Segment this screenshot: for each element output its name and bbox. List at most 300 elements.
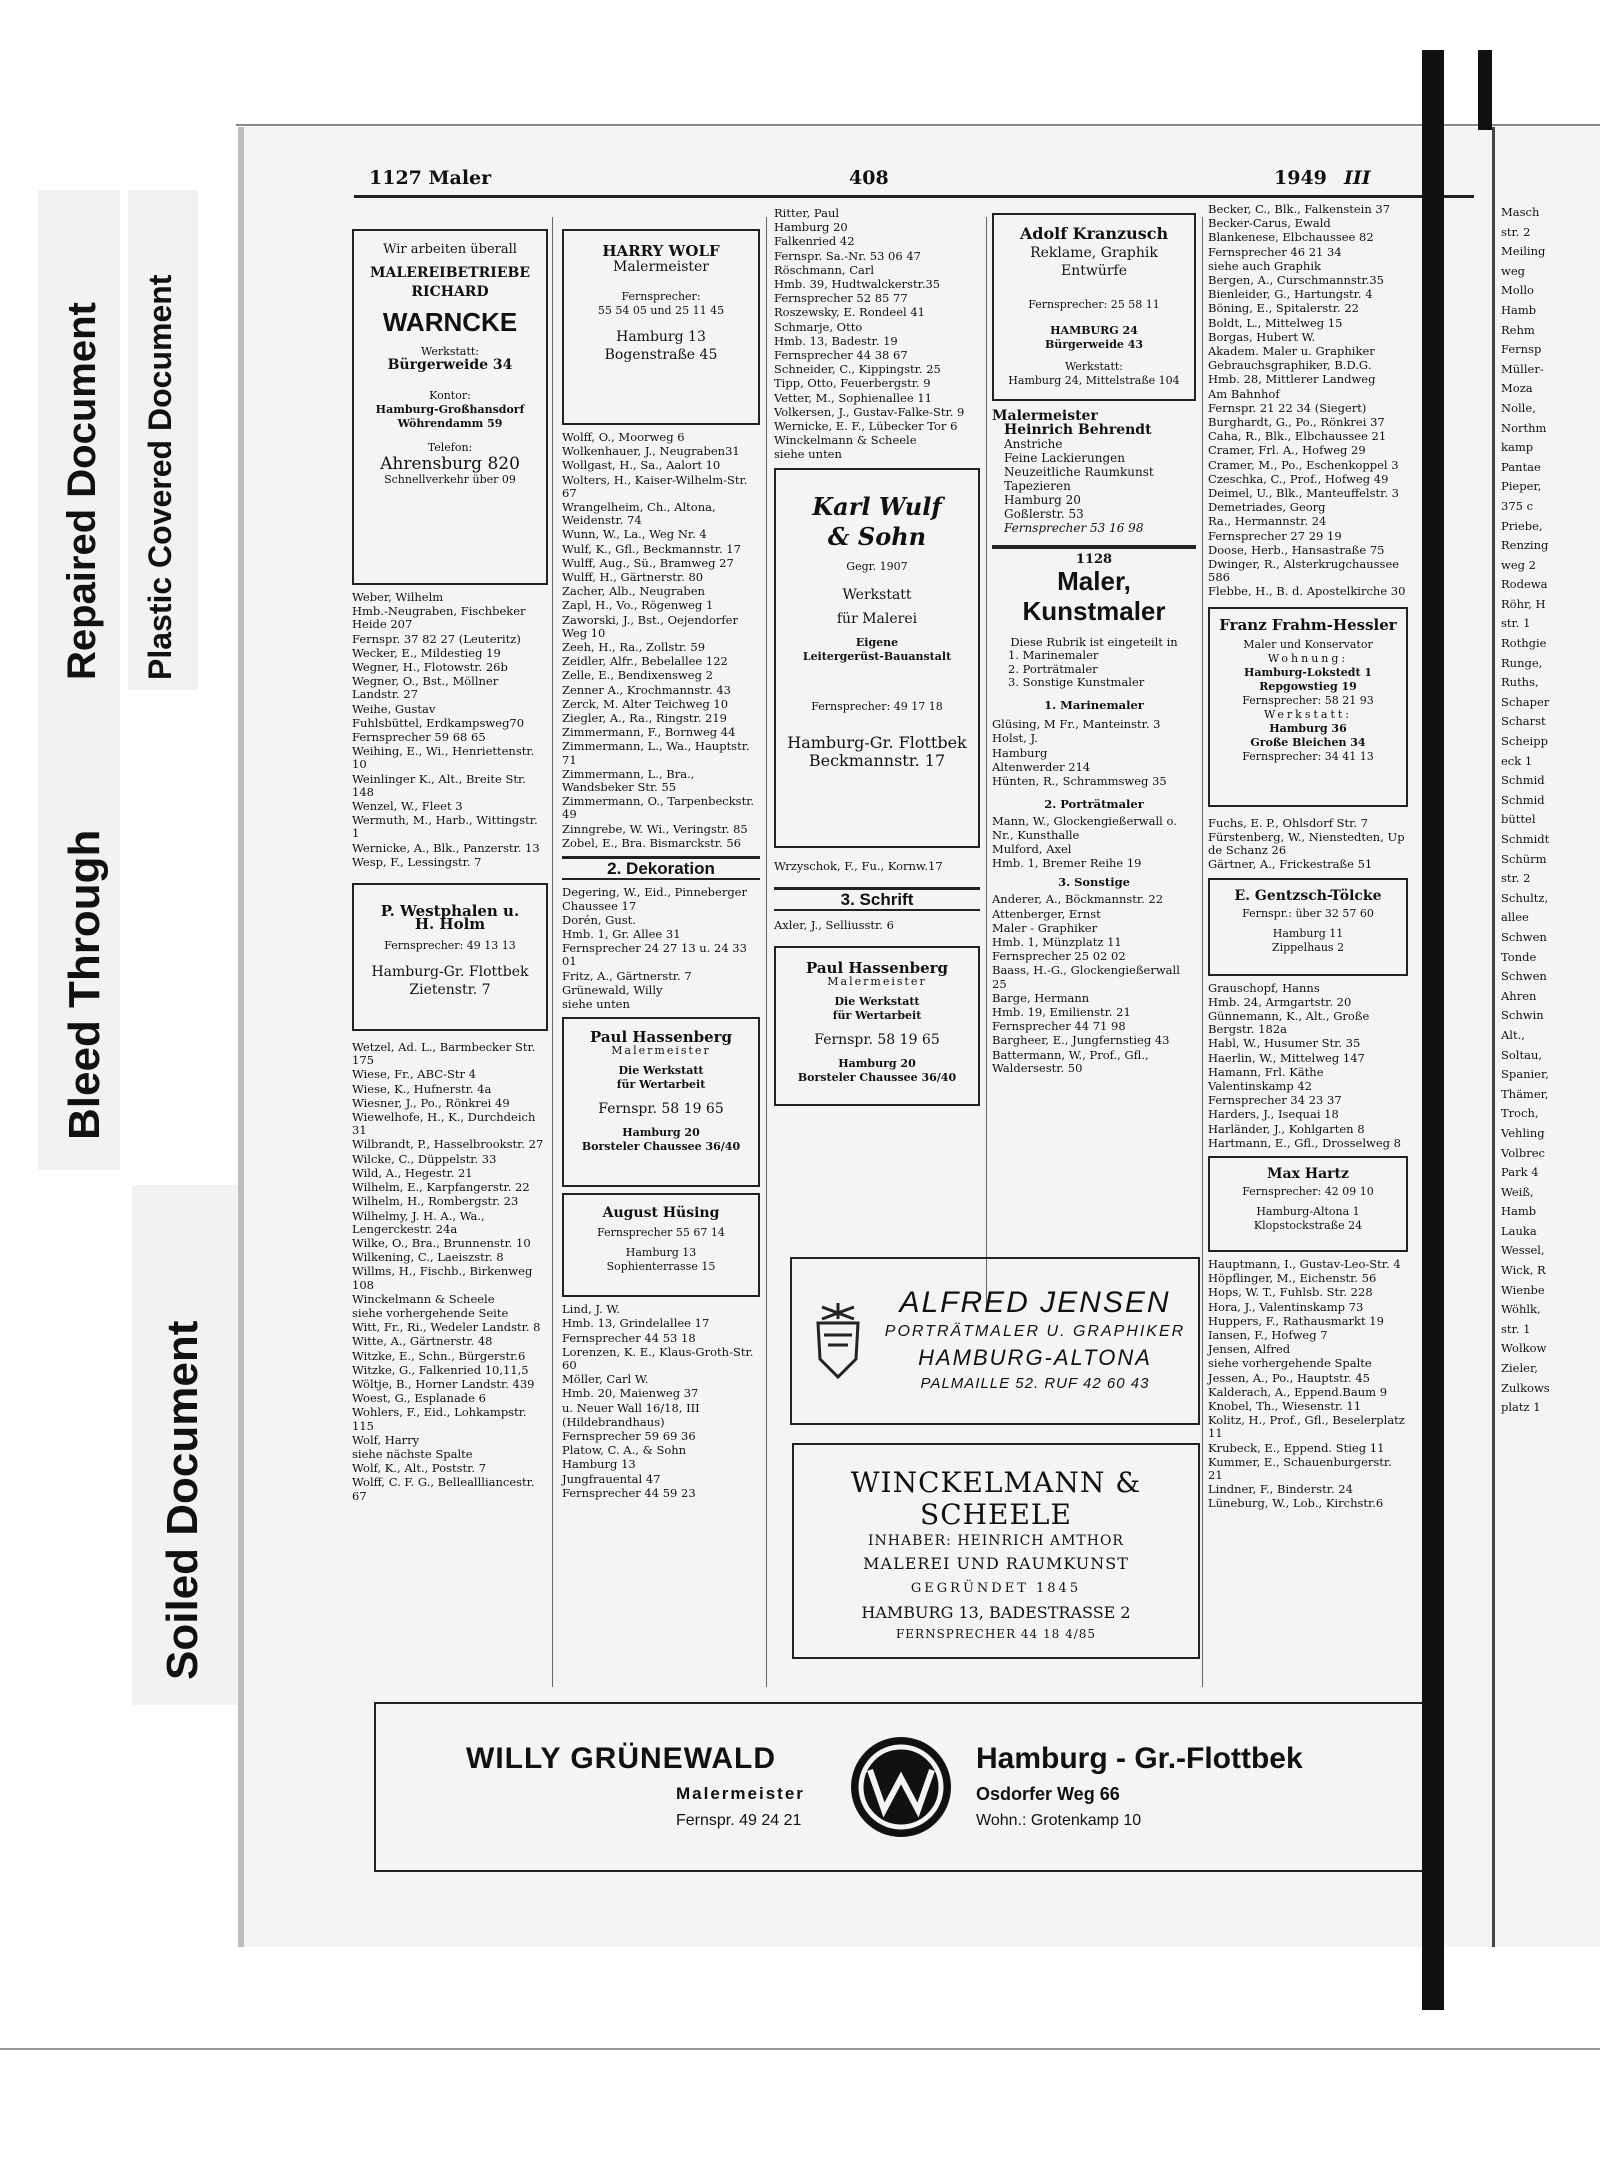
entry: Zeeh, H., Ra., Zollstr. 59 [562, 640, 706, 655]
entry: Wulff, Aug., Sü., Bramweg 27 [562, 555, 734, 570]
entry: Burghardt, G., Po., Rönkrei 37 [1208, 415, 1385, 430]
ad-text: Repgowstieg 19 [1259, 679, 1357, 693]
ad-text: Fernsprecher: 49 13 13 [384, 939, 516, 953]
ad-text: Maler und Konservator [1243, 637, 1373, 651]
entry: Ruths, [1501, 675, 1539, 690]
ad-text: Fernsprecher 55 67 14 [597, 1226, 725, 1240]
entry: Caha, R., Blk., Elbchaussee 21 [1208, 429, 1387, 444]
entry: Fernspr. Sa.-Nr. 53 06 47 [774, 248, 921, 263]
entry: Hmb. 1, Bremer Reihe 19 [992, 856, 1142, 871]
entry: Wilke, O., Bra., Brunnenstr. 10 [352, 1235, 531, 1250]
ad-text: Tapezieren [1004, 479, 1071, 493]
entry: Hmb.-Neugraben, Fischbeker Heide 207 [352, 604, 526, 632]
entry: Zaworski, J., Bst., Oejendorfer Weg 10 [562, 612, 738, 640]
section-dekoration: 2. Dekoration [562, 856, 760, 880]
entry: Degering, W., Eid., Pinneberger Chaussee 17 [562, 885, 747, 913]
entry: (Hildebrandhaus) [562, 1414, 665, 1429]
entry: Renzing [1501, 538, 1549, 553]
entry: platz 1 [1501, 1400, 1541, 1415]
entry: Jensen, Alfred [1208, 1342, 1291, 1357]
ad-alfred-jensen [790, 1257, 1200, 1425]
entry: weg 2 [1501, 557, 1536, 572]
ad-kranzusch [992, 213, 1196, 401]
entry: Valentinskamp 42 [1208, 1078, 1312, 1093]
entry: Fernsprecher 44 53 18 [562, 1330, 696, 1345]
entry: Weihe, Gustav [352, 701, 436, 716]
ad-behrendt [992, 409, 1196, 535]
entry: Lind, J. W. [562, 1302, 620, 1317]
ad-title: Malermeister [992, 408, 1098, 424]
entry-list [992, 893, 1196, 1075]
entry: Priebe, [1501, 518, 1543, 533]
section-intro-item: 1. Marinemaler [1008, 648, 1099, 663]
entry: Wilhelm, E., Karpfangerstr. 22 [352, 1180, 530, 1195]
entry: Schwin [1501, 1008, 1544, 1023]
ad-title: P. Westphalen u. [380, 902, 520, 921]
ad-text: Bogenstraße 45 [604, 347, 718, 364]
entry: Volkersen, J., Gustav-Falke-Str. 9 [774, 404, 965, 419]
entry: Hmb. 13, Badestr. 19 [774, 333, 898, 348]
entry: Scheipp [1501, 734, 1548, 749]
entry: Park 4 [1501, 1165, 1539, 1180]
ad-text: HAMBURG 13, BADESTRASSE 2 [861, 1603, 1131, 1622]
entry: Schaper [1501, 694, 1550, 709]
entry-list [562, 1303, 760, 1500]
entry: Czeschka, C., Prof., Hofweg 49 [1208, 471, 1389, 486]
entry: u. Neuer Wall 16/18, III [562, 1400, 700, 1415]
entry: Zinngrebe, W. Wi., Veringstr. 85 [562, 821, 748, 836]
entry: Ahren [1501, 988, 1537, 1003]
ad-text: Fernspr. 58 19 65 [814, 1032, 940, 1049]
entry: Zimmermann, F., Bornweg 44 [562, 725, 736, 740]
entry: Maler - Graphiker [992, 920, 1098, 935]
entry: Witzke, G., Falkenried 10,11,5 [352, 1362, 529, 1377]
ad-text: Hamburg 20 [838, 1057, 916, 1071]
entry: Cramer, M., Po., Eschenkoppel 3 [1208, 457, 1399, 472]
entry-list [352, 1041, 548, 1503]
entry: Weihing, E., Wi., Henriettenstr. 10 [352, 744, 535, 772]
entry: Boldt, L., Mittelweg 15 [1208, 315, 1343, 330]
entry: Blankenese, Elbchaussee 82 [1208, 230, 1374, 245]
ad-text: Kontor: [429, 388, 471, 402]
section-title: Maler, [1057, 566, 1131, 597]
entry: Wilhelm, H., Rombergstr. 23 [352, 1194, 519, 1209]
section-heading-maler [992, 545, 1196, 626]
ad-text: Hamburg 20 [1004, 493, 1081, 507]
entry: Hamb [1501, 302, 1537, 317]
entry: Baass, H.-G., Glockengießerwall 25 [992, 963, 1180, 991]
ad-karl-wulf [774, 468, 980, 848]
entry: Wollgast, H., Sa., Aalort 10 [562, 458, 721, 473]
entry-list [774, 207, 980, 462]
ad-text: Zietenstr. 7 [409, 982, 491, 999]
ad-text: Zippelhaus 2 [1271, 940, 1345, 954]
entry: Attenberger, Ernst [992, 906, 1101, 921]
ad-text: Hamburg-Altona 1 [1256, 1205, 1360, 1219]
ad-text: Wir arbeiten überall [383, 242, 517, 257]
entry: Schwen [1501, 929, 1547, 944]
header-rule [354, 195, 1474, 198]
entry: Pantae [1501, 459, 1541, 474]
ad-text: Entwürfe [1060, 263, 1128, 280]
entry: Hmb. 1, Münzplatz 11 [992, 935, 1122, 950]
ad-text: Osdorfer Weg 66 [976, 1784, 1120, 1804]
entry: Am Bahnhof [1208, 386, 1280, 401]
ad-westphalen [352, 883, 548, 1031]
entry: Wolkenhauer, J., Neugraben31 [562, 444, 740, 459]
entry: Wienbe [1501, 1282, 1545, 1297]
entry: Kummer, E., Schauenburgerstr. 21 [1208, 1454, 1392, 1482]
entry: Krubeck, E., Eppend. Stieg 11 [1208, 1440, 1385, 1455]
ad-text: PORTRÄTMALER U. GRAPHIKER [884, 1323, 1186, 1340]
ad-text: Fernsprecher: 58 21 93 [1242, 693, 1374, 707]
entry: Iansen, F., Hofweg 7 [1208, 1327, 1328, 1342]
column-divider-4 [1202, 217, 1203, 1687]
ad-text: Werkstatt: [420, 345, 479, 359]
entry: Ra., Hermannstr. 24 [1208, 514, 1327, 529]
ad-text: Schnellverkehr über 09 [384, 472, 516, 486]
ad-text: Malermeister [676, 1784, 805, 1803]
entry: Ritter, Paul [774, 206, 840, 220]
spine-shadow [1422, 50, 1444, 2010]
entry: eck 1 [1501, 753, 1533, 768]
entry: Fernsprecher 46 21 34 [1208, 244, 1342, 259]
entry: Fernsp [1501, 342, 1542, 357]
entry: Fernsprecher 59 69 36 [562, 1428, 696, 1443]
entry: Wulff, H., Gärtnerstr. 80 [562, 570, 704, 585]
entry: Zimmermann, L., Bra., Wandsbeker Str. 55 [562, 766, 695, 795]
ad-text: GEGRÜNDET 1845 [910, 1581, 1082, 1596]
entry: Nolle, [1501, 400, 1536, 415]
entry: Troch, [1501, 1106, 1539, 1121]
entry: Wessel, [1501, 1243, 1545, 1258]
entry: Hora, J., Valentinskamp 73 [1208, 1299, 1364, 1314]
ad-text: PALMAILLE 52. RUF 42 60 43 [920, 1375, 1150, 1392]
entry: Holst, J. [992, 731, 1038, 746]
entry: Hamburg [992, 745, 1048, 760]
entry-list [562, 886, 760, 1011]
entry: Schmarje, Otto [774, 319, 863, 334]
ad-text: Hamburg 11 [1272, 926, 1344, 940]
entry: Vetter, M., Sophienallee 11 [774, 390, 932, 405]
header-roman: III [1344, 167, 1371, 189]
entry: Zobel, E., Bra. Bismarckstr. 56 [562, 835, 741, 850]
ad-hassenberg [562, 1017, 760, 1187]
entry: Lindner, F., Binderstr. 24 [1208, 1482, 1353, 1497]
entry: str. 1 [1501, 1321, 1531, 1336]
ad-text: Fernsprecher: [621, 290, 701, 304]
entry: Böning, E., Spitalerstr. 22 [1208, 301, 1359, 316]
entry: Axler, J., Selliusstr. 6 [774, 918, 894, 933]
entry: Wolf, K., Alt., Poststr. 7 [352, 1461, 487, 1476]
entry: Hamann, Frl. Käthe [1208, 1064, 1324, 1079]
entry: Wolff, C. F. G., Belleallliancestr. 67 [352, 1475, 535, 1503]
ad-text: Fernspr. 49 24 21 [676, 1812, 802, 1829]
ad-title: Heinrich Behrendt [1004, 422, 1152, 438]
entry-list [1208, 203, 1408, 599]
entry: Bargheer, E., Jungfernstieg 43 [992, 1033, 1170, 1048]
entry: Mollo [1501, 283, 1534, 298]
label-bleed-through: Bleed Through [60, 829, 109, 1140]
entry: Wetzel, Ad. L., Barmbecker Str. 175 [352, 1040, 536, 1068]
entry: Mann, W., Glockengießerwall o. Nr., Kunsthalle [992, 814, 1177, 842]
entry-list [1208, 1258, 1408, 1511]
entry: Winckelmann & Scheele [352, 1291, 495, 1306]
entry: Fernsprecher 24 27 13 u. 24 33 01 [562, 941, 747, 969]
entry: Schürm [1501, 851, 1547, 866]
entry: Alt., [1501, 1027, 1525, 1042]
entry-list [1208, 817, 1408, 872]
header-left: 1127 Maler [369, 167, 492, 189]
entry: Battermann, W., Prof., Gfl., Waldersestr. 50 [992, 1047, 1149, 1075]
ad-text: Hamburg 24, Mittelstraße 104 [1008, 374, 1180, 388]
entry: Fürstenberg, W., Nienstedten, Up de Schanz 26 [1208, 829, 1405, 858]
ad-text: Reklame, Graphik [1030, 245, 1158, 262]
entry: Mulford, Axel [992, 841, 1072, 856]
ad-text: 55 54 05 und 25 11 45 [597, 304, 725, 318]
entry: Weber, Wilhelm [352, 590, 444, 604]
entry: Röhr, H [1501, 596, 1546, 611]
entry: Fernsprecher 27 29 19 [1208, 528, 1342, 543]
ad-text: Fernsprecher: 49 17 18 [811, 699, 943, 713]
ad-text: HAMBURG 24 [1050, 324, 1138, 338]
ad-text: HAMBURG-ALTONA [918, 1345, 1152, 1370]
ad-title: August Hüsing [602, 1205, 720, 1222]
entry: Lüneburg, W., Lob., Kirchstr.6 [1208, 1496, 1384, 1511]
ad-text: Malermeister [611, 1044, 711, 1058]
entry: Zimmermann, O., Tarpenbeckstr. 49 [562, 794, 755, 822]
entry: Hmb. 24, Armgartstr. 20 [1208, 994, 1352, 1009]
subsection-heading: 3. Sonstige [1058, 875, 1130, 890]
entry: Spanier, [1501, 1067, 1549, 1082]
header-page-number: 408 [849, 167, 889, 189]
ad-title: Karl Wulf [812, 491, 942, 521]
ad-text: Malermeister [613, 259, 709, 276]
entry: Scharst [1501, 714, 1546, 729]
entry: Wilcke, C., Düppelstr. 33 [352, 1151, 497, 1166]
ad-text: Hamburg-Großhansdorf [375, 402, 525, 416]
ad-hassenberg-2 [774, 946, 980, 1106]
entry: Wöltje, B., Horner Landstr. 439 [352, 1376, 535, 1391]
section-intro-item: 3. Sonstige Kunstmaler [1008, 674, 1145, 689]
section-number: 1128 [1075, 552, 1113, 567]
entry: Fernspr. 37 82 27 (Leuteritz) [352, 631, 521, 646]
entry: Zieler, [1501, 1361, 1538, 1376]
entry: Wick, R [1501, 1263, 1546, 1278]
ad-text: Hamburg 13 [625, 1246, 697, 1260]
entry: siehe unten [774, 447, 842, 462]
ad-title: Max Hartz [1267, 1165, 1349, 1182]
entry: Fernsprecher 34 23 37 [1208, 1093, 1342, 1108]
entry: Hmb. 28, Mittlerer Landweg [1208, 372, 1376, 387]
entry: Zeidler, Alfr., Bebelallee 122 [562, 654, 728, 669]
entry: Tonde [1501, 949, 1537, 964]
entry: Hmb. 13, Grindelallee 17 [562, 1316, 710, 1331]
entry: Schwen [1501, 969, 1547, 984]
entry: Witte, A., Gärtnerstr. 48 [352, 1334, 493, 1349]
entry: Meiling [1501, 244, 1546, 259]
entry: Wegner, H., Flotowstr. 26b [352, 660, 508, 675]
ad-warncke [352, 229, 548, 585]
entry: siehe vorhergehende Seite [352, 1305, 509, 1320]
entry: weg [1501, 263, 1526, 278]
entry: Fernsprecher 25 02 02 [992, 949, 1126, 964]
spine-shadow-right [1478, 50, 1492, 130]
entry: siehe nächste Spalte [352, 1446, 473, 1461]
entry: Zimmermann, L., Wa., Hauptstr. 71 [562, 739, 750, 767]
ad-text: FERNSPRECHER 44 18 4/85 [895, 1627, 1097, 1641]
entry: Lauka [1501, 1223, 1537, 1238]
entry: Wilhelmy, J. H. A., Wa., Lengerckestr. 24a [352, 1208, 485, 1236]
entry: Vehling [1501, 1125, 1545, 1140]
ad-text: Wohn.: Grotenkamp 10 [976, 1812, 1142, 1829]
wg-logo-icon [846, 1732, 956, 1842]
ad-text: Malermeister [827, 975, 927, 989]
entry: Lorenzen, K. E., Klaus-Groth-Str. 60 [562, 1344, 754, 1372]
ad-title: Adolf Kranzusch [1019, 224, 1169, 243]
entry: Wegner, O., Bst., Möllner Landstr. 27 [352, 674, 499, 702]
entry-list [992, 815, 1196, 870]
column-2 [562, 223, 760, 1501]
entry: Hamb [1501, 1204, 1537, 1219]
entry: Fernsprecher 44 59 23 [562, 1485, 696, 1500]
ad-title: Hamburg - Gr.-Flottbek [976, 1742, 1303, 1775]
entry: Möller, Carl W. [562, 1372, 649, 1387]
ad-text: Fernsprecher: 42 09 10 [1242, 1185, 1374, 1199]
ad-text: Anstriche [1004, 437, 1063, 451]
ad-text: Fernspr.: über 32 57 60 [1242, 906, 1374, 920]
entry: Witt, Fr., Ri., Wedeler Landstr. 8 [352, 1320, 541, 1335]
entry: Fernsprecher 44 38 67 [774, 348, 908, 363]
entry: Soltau, [1501, 1047, 1543, 1062]
entry: Moza [1501, 381, 1533, 396]
entry: Zacher, Alb., Neugraben [562, 584, 705, 599]
ad-text: Werkstatt [842, 586, 912, 603]
adjacent-page [1492, 127, 1600, 1947]
entry: Northm [1501, 420, 1547, 435]
entry: Hünten, R., Schrammsweg 35 [992, 774, 1167, 789]
ad-title: ALFRED JENSEN [899, 1286, 1171, 1319]
entry: Haerlin, W., Mittelweg 147 [1208, 1050, 1365, 1065]
entry: Hamburg 20 [774, 220, 848, 235]
ad-title: Franz Frahm-Hessler [1219, 615, 1397, 634]
entry: Wiesner, J., Po., Rönkrei 49 [352, 1095, 510, 1110]
entry: str. 2 [1501, 224, 1531, 239]
entry: Rothgie [1501, 636, 1547, 651]
coat-of-arms-icon [808, 1299, 868, 1383]
entry: Günnemann, K., Alt., Große Bergstr. 182a [1208, 1008, 1370, 1037]
ad-frahm-hessler [1208, 607, 1408, 807]
entry: Barge, Hermann [992, 990, 1090, 1005]
entry: Gebrauchsgraphiker, B.D.G. [1208, 358, 1372, 373]
ad-text: Hamburg 36 [1269, 721, 1347, 735]
entry-list [992, 718, 1196, 788]
entry: Wiese, K., Hufnerstr. 4a [352, 1081, 492, 1096]
entry: Deimel, U., Blk., Manteuffelstr. 3 [1208, 486, 1399, 501]
entry: Wiese, Fr., ABC-Str 4 [352, 1067, 476, 1082]
header-year: 1949 [1274, 167, 1327, 189]
ad-text: Wohnung: [1267, 651, 1349, 665]
entry: Flebbe, H., B. d. Apostelkirche 30 [1208, 584, 1406, 599]
ad-text: Werkstatt: [1064, 360, 1123, 374]
entry: Schultz, [1501, 890, 1549, 905]
adjacent-page-text [1501, 203, 1550, 1418]
entry: Masch [1501, 205, 1540, 219]
entry: siehe vorhergehende Spalte [1208, 1356, 1372, 1371]
entry: Habl, W., Husumer Str. 35 [1208, 1036, 1361, 1051]
entry: Becker, C., Blk., Falkenstein 37 [1208, 202, 1391, 216]
entry: Wunn, W., La., Weg Nr. 4 [562, 527, 707, 542]
directory-page [238, 127, 1492, 1947]
ad-text: Gegr. 1907 [846, 559, 908, 573]
entry: büttel [1501, 812, 1536, 827]
entry: str. 2 [1501, 871, 1531, 886]
scan-edge-top [236, 124, 1600, 126]
entry: Fritz, A., Gärtnerstr. 7 [562, 968, 692, 983]
entry-list [352, 591, 548, 869]
entry: Wild, A., Hegestr. 21 [352, 1165, 473, 1180]
entry: Kolitz, H., Prof., Gfl., Beselerplatz 11 [1208, 1413, 1405, 1441]
entry: Weinlinger K., Alt., Breite Str. 148 [352, 771, 526, 799]
entry: Wermuth, M., Harb., Wittingstr. 1 [352, 813, 538, 841]
entry: Harländer, J., Kohlgarten 8 [1208, 1121, 1365, 1136]
ad-title: WILLY GRÜNEWALD [466, 1742, 777, 1775]
entry: Rodewa [1501, 577, 1548, 592]
entry: Falkenried 42 [774, 234, 855, 249]
entry: Witzke, E., Schn., Bürgerstr.6 [352, 1348, 526, 1363]
entry: Demetriades, Georg [1208, 500, 1326, 515]
ad-text: für Wertarbeit [832, 1009, 922, 1023]
entry: Kalderach, A., Eppend.Baum 9 [1208, 1384, 1388, 1399]
entry: Fernsprecher 44 71 98 [992, 1019, 1126, 1034]
entry: Doose, Herb., Hansastraße 75 [1208, 542, 1385, 557]
entry: Höpflinger, M., Eichenstr. 56 [1208, 1271, 1377, 1286]
column-4 [992, 207, 1196, 1076]
ad-text: Borsteler Chaussee 36/40 [797, 1071, 957, 1085]
section-intro: Diese Rubrik ist eingeteilt in [1010, 635, 1178, 650]
entry: Willms, H., Fischb., Birkenweg 108 [352, 1264, 533, 1292]
ad-title: Paul Hassenberg [589, 1028, 733, 1047]
entry: Jungfrauental 47 [562, 1471, 661, 1486]
ad-text: Telefon: [427, 440, 473, 454]
entry: Wolkow [1501, 1341, 1547, 1356]
entry: str. 1 [1501, 616, 1531, 631]
ad-text: MALEREIBETRIEBE [369, 265, 530, 281]
entry: Pieper, [1501, 479, 1542, 494]
entry: Fernsprecher 59 68 65 [352, 730, 486, 745]
entry: Schneider, C., Kippingstr. 25 [774, 362, 941, 377]
entry: Grünewald, Willy [562, 982, 663, 997]
ad-text: Fernsprecher: 25 58 11 [1028, 298, 1160, 312]
label-plastic-covered: Plastic Covered Document [142, 274, 178, 680]
ad-title: H. Holm [414, 915, 486, 934]
ad-text: für Wertarbeit [616, 1078, 706, 1092]
entry: Knobel, Th., Wiesenstr. 11 [1208, 1398, 1362, 1413]
entry: Wernicke, E. F., Lübecker Tor 6 [774, 419, 958, 434]
entry: Rehm [1501, 322, 1535, 337]
entry: Altenwerder 214 [992, 759, 1091, 774]
ad-text: Große Bleichen 34 [1250, 735, 1366, 749]
entry: Hauptmann, I., Gustav-Leo-Str. 4 [1208, 1256, 1401, 1271]
entry: Gärtner, A., Frickestraße 51 [1208, 857, 1373, 872]
ad-text: Die Werkstatt [618, 1064, 704, 1078]
ad-title: & Sohn [827, 521, 927, 551]
entry: Wohlers, F., Eid., Lohkampstr. 115 [352, 1405, 527, 1433]
entry: Volbrec [1501, 1145, 1545, 1160]
entry: Winckelmann & Scheele [774, 433, 917, 448]
column-divider-3 [986, 217, 987, 1307]
ad-winckelmann [792, 1443, 1200, 1659]
